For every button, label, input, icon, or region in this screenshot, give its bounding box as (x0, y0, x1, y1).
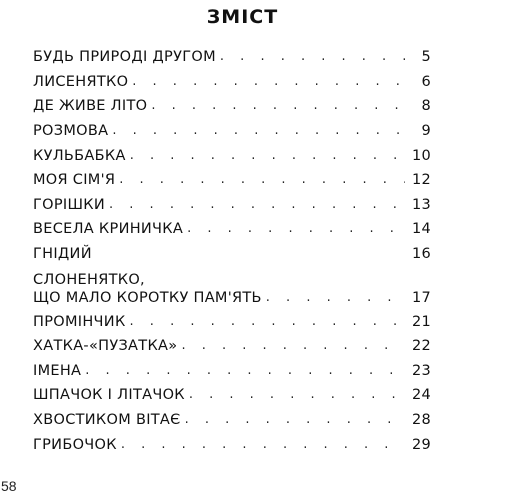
toc-entry[interactable] (33, 383, 431, 408)
dot-leader (189, 386, 405, 404)
dot-leader (132, 73, 405, 91)
page-title: ЗМІСТ (206, 6, 279, 28)
toc-entry-page: 28 (411, 412, 431, 429)
toc-entry-page: 5 (421, 49, 431, 66)
dot-leader (85, 362, 405, 380)
toc-entry[interactable] (33, 193, 431, 218)
dot-leader (220, 48, 405, 66)
dot-leader (121, 436, 405, 454)
toc-entry-title: ПРОМІНЧИК (33, 313, 126, 330)
toc-entry[interactable] (33, 119, 431, 144)
toc-entry-title: ГНІДИЙ (33, 246, 92, 263)
toc-entry-title: ШПАЧОК І ЛІТАЧОК (33, 387, 185, 404)
toc-entry[interactable] (33, 70, 431, 95)
toc-entry-title-line1: СЛОНЕНЯТКО, (33, 272, 145, 289)
toc-entry-title-line2: ЩО МАЛО КОРОТКУ ПАМ'ЯТЬ (33, 290, 262, 307)
toc-entry-page: 21 (411, 313, 431, 330)
toc-entry-title: ГРИБОЧОК (33, 436, 117, 453)
toc-entry-page: 16 (411, 246, 431, 263)
dot-leader (130, 313, 405, 331)
toc-entry-page: 6 (421, 73, 431, 90)
dot-leader (266, 289, 405, 307)
toc-entry[interactable] (33, 168, 431, 193)
toc-entry[interactable] (33, 266, 431, 309)
table-of-contents (33, 45, 431, 457)
toc-entry[interactable] (33, 143, 431, 168)
dot-leader (119, 171, 405, 189)
toc-entry-page: 8 (421, 98, 431, 115)
toc-entry-page: 24 (411, 387, 431, 404)
toc-entry-page: 12 (411, 172, 431, 189)
toc-entry[interactable] (33, 408, 431, 433)
dot-leader (181, 337, 405, 355)
toc-entry-title: ДЕ ЖИВЕ ЛІТО (33, 98, 148, 115)
toc-entry-page: 23 (411, 362, 431, 379)
dot-leader (187, 220, 405, 238)
toc-entry-page: 13 (411, 196, 431, 213)
toc-entry-title: ЛИСЕНЯТКО (33, 73, 129, 90)
toc-entry-page: 9 (421, 123, 431, 140)
toc-entry[interactable] (33, 242, 431, 267)
toc-entry[interactable] (33, 45, 431, 70)
toc-entry[interactable] (33, 217, 431, 242)
dot-leader (112, 122, 405, 140)
toc-entry-title: ХВОСТИКОМ ВІТАЄ (33, 412, 181, 429)
toc-entry-title: ХАТКА-«ПУЗАТКА» (33, 338, 178, 355)
page-number: 58 (1, 478, 17, 494)
toc-entry-page: 10 (411, 147, 431, 164)
toc-entry-title: МОЯ СІМ'Я (33, 172, 116, 189)
toc-entry-page: 17 (411, 290, 431, 307)
toc-entry-title: КУЛЬБАБКА (33, 147, 126, 164)
dot-leader (151, 97, 405, 115)
toc-entry[interactable] (33, 94, 431, 119)
toc-entry-title: ГОРІШКИ (33, 196, 106, 213)
toc-entry-title: ІМЕНА (33, 362, 82, 379)
toc-entry-title: БУДЬ ПРИРОДІ ДРУГОМ (33, 49, 216, 66)
toc-entry-page: 14 (411, 221, 431, 238)
dot-leader (185, 411, 405, 429)
dot-leader (130, 147, 405, 165)
toc-entry-title: ВЕСЕЛА КРИНИЧКА (33, 221, 184, 238)
toc-entry[interactable] (33, 309, 431, 334)
toc-entry-title: РОЗМОВА (33, 123, 109, 140)
toc-entry-page: 29 (411, 436, 431, 453)
toc-entry-page: 22 (411, 338, 431, 355)
toc-entry-title (33, 271, 262, 307)
toc-entry[interactable] (33, 359, 431, 384)
toc-entry[interactable] (33, 334, 431, 359)
dot-leader (109, 196, 405, 214)
toc-entry[interactable] (33, 432, 431, 457)
